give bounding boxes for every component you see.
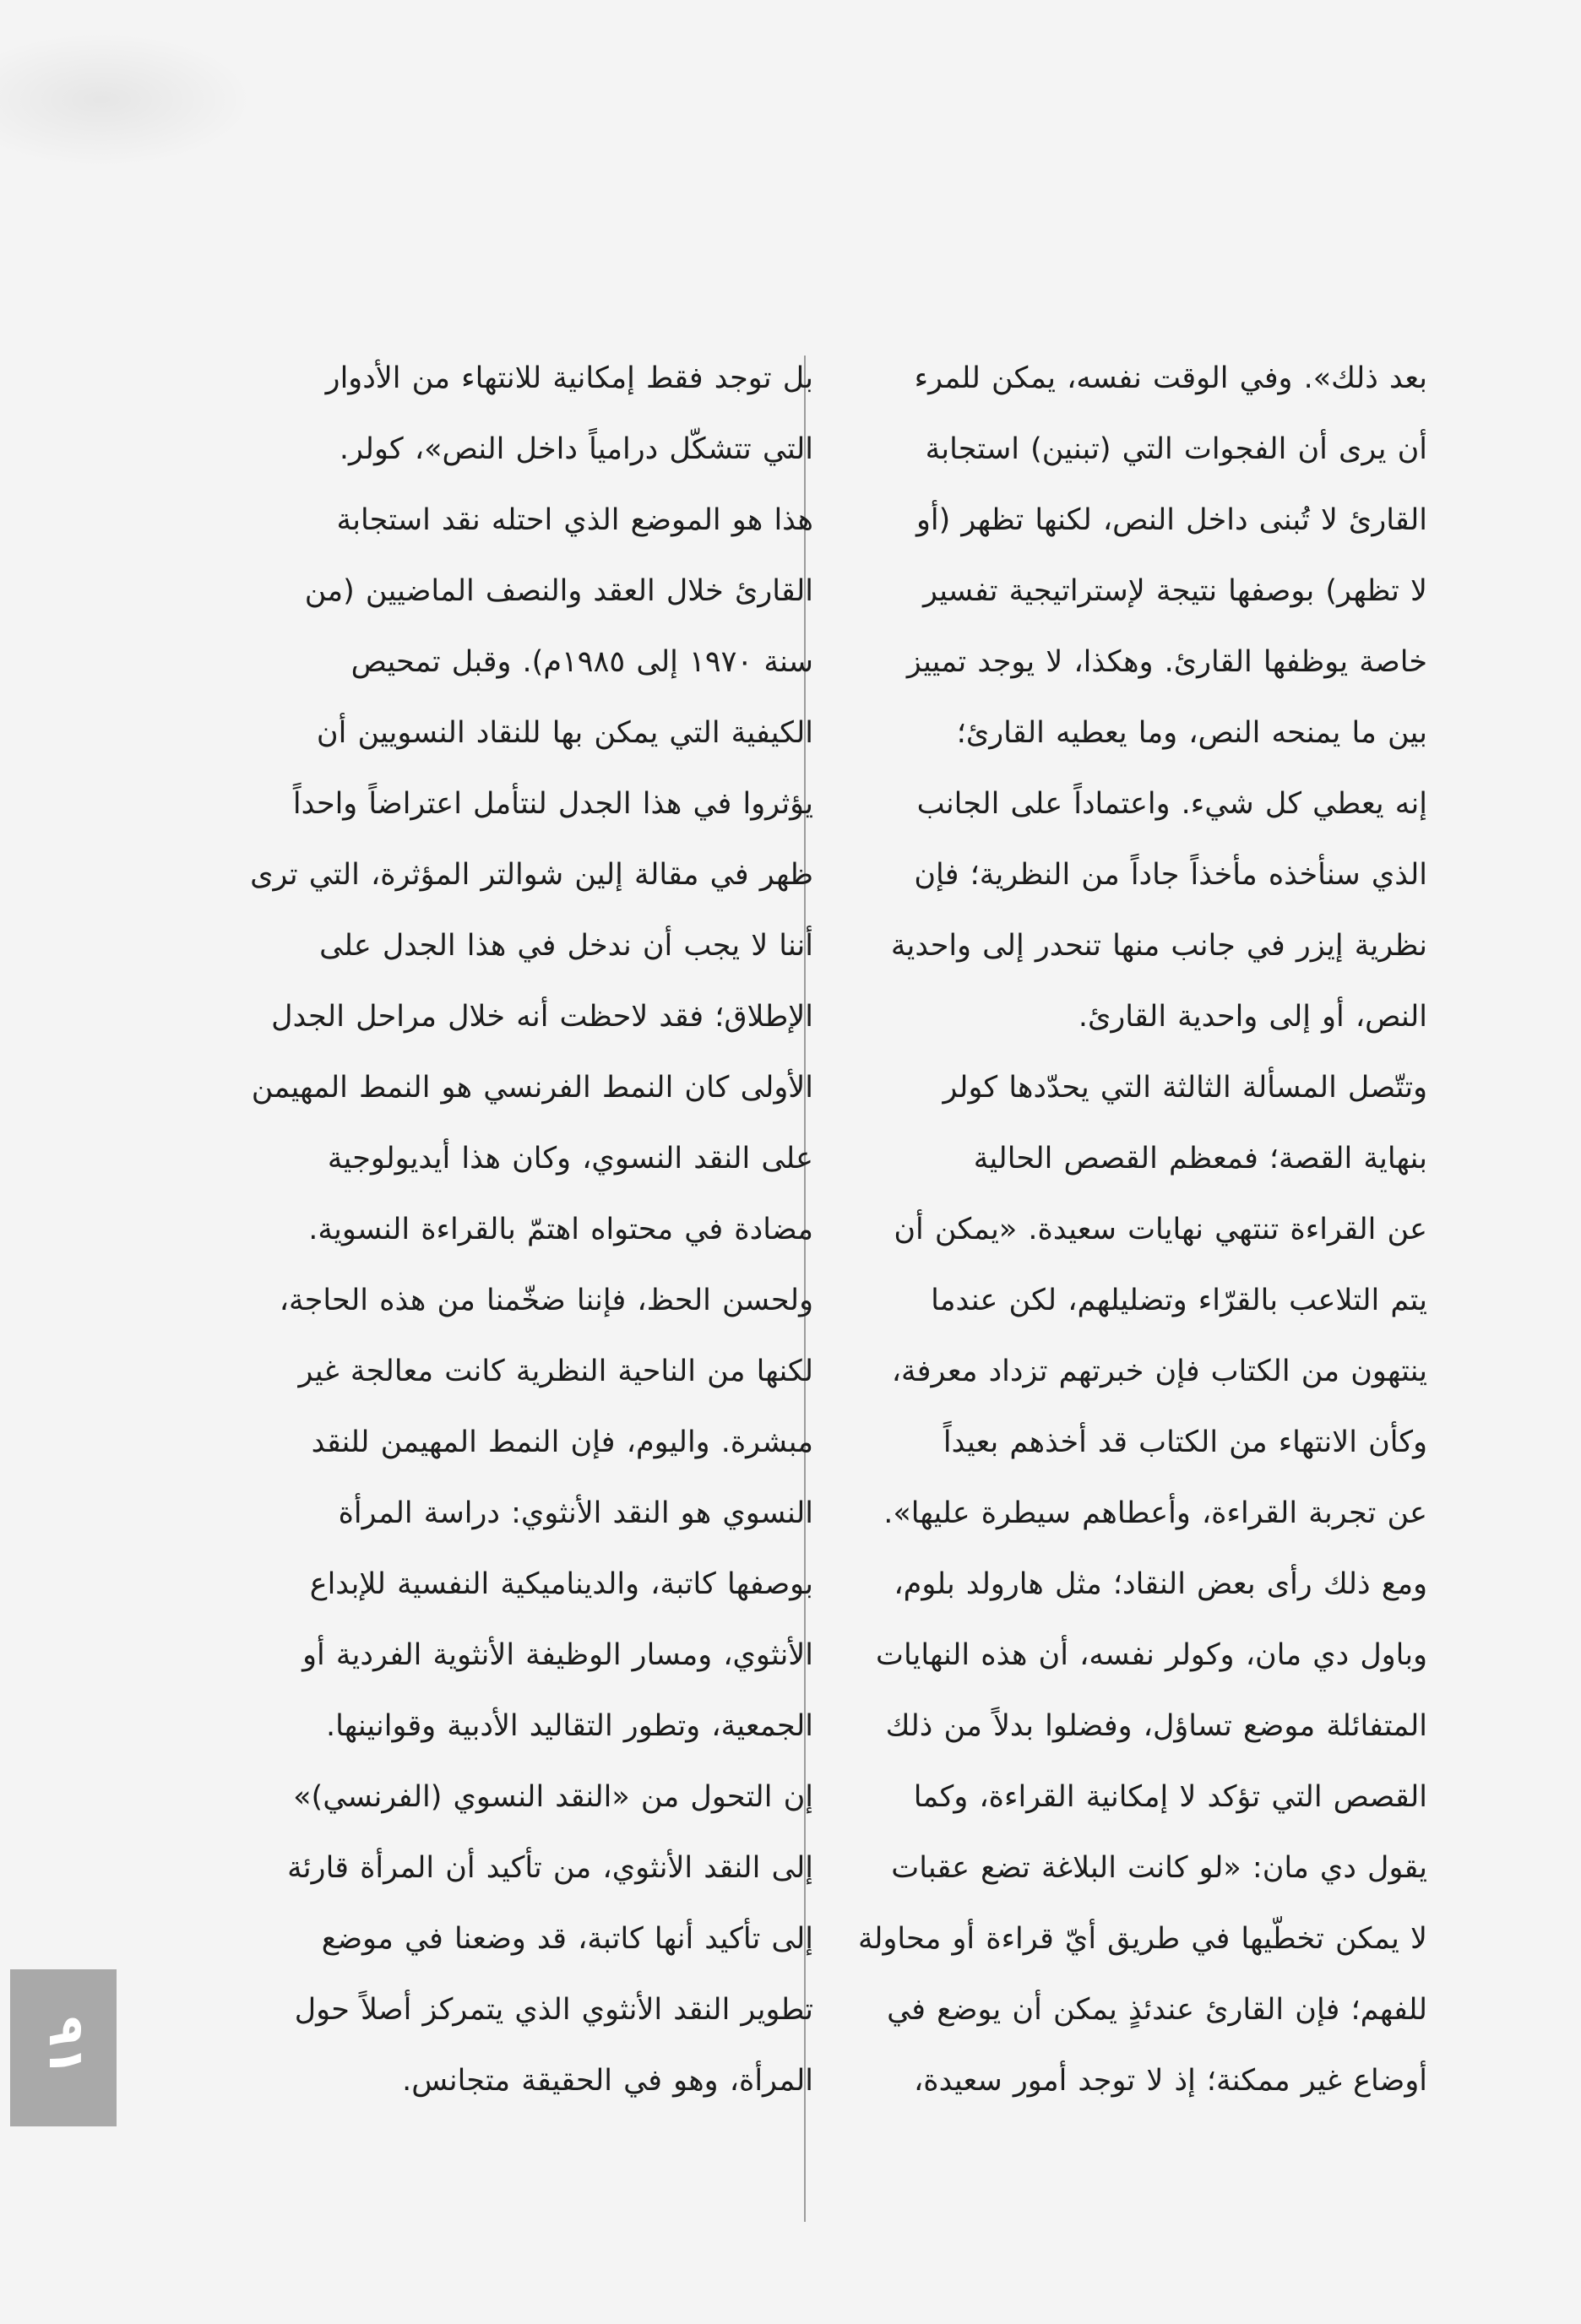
text-line: مبشرة. واليوم، فإن النمط المهيمن للنقد bbox=[311, 1425, 813, 1459]
text-line: الجمعية، وتطور التقاليد الأدبية وقوانينها. bbox=[325, 1709, 813, 1743]
paragraph-start-line: وتتّصل المسألة الثالثة التي يحدّدها كولر bbox=[943, 1071, 1427, 1105]
text-line: النص، أو إلى واحدية القارئ. bbox=[1078, 1000, 1427, 1034]
text-line: بوصفها كاتبة، والديناميكية النفسية للإبداع bbox=[309, 1567, 813, 1601]
scan-smudge bbox=[0, 32, 253, 167]
paragraph-start-line: هذا هو الموضع الذي احتله نقد استجابة bbox=[336, 503, 813, 537]
text-line: لا يمكن تخطّيها في طريق أيّ قراءة أو محاولة bbox=[858, 1922, 1427, 1956]
text-line: بل توجد فقط إمكانية للانتهاء من الأدوار bbox=[325, 361, 813, 395]
text-line: يقول دي مان: «لو كانت البلاغة تضع عقبات bbox=[891, 1851, 1427, 1885]
text-line: للفهم؛ فإن القارئ عندئذٍ يمكن أن يوضع في bbox=[887, 1993, 1427, 2027]
text-line: لكنها من الناحية النظرية كانت معالجة غير bbox=[298, 1355, 813, 1388]
text-line: المتفائلة موضع تساؤل، وفضلوا بدلاً من ذلك bbox=[885, 1709, 1427, 1743]
right-text-column bbox=[773, 343, 1427, 2116]
text-line: إنه يعطي كل شيء. واعتماداً على الجانب bbox=[916, 787, 1427, 821]
text-line: الذي سنأخذه مأخذاً جاداً من النظرية؛ فإن bbox=[914, 858, 1427, 892]
text-line: وباول دي مان، وكولر نفسه، أن هذه النهايات bbox=[876, 1638, 1427, 1672]
text-line: الأولى كان النمط الفرنسي هو النمط المهيمن bbox=[251, 1071, 813, 1105]
text-line: إلى النقد الأنثوي، من تأكيد أن المرأة قارئة bbox=[287, 1851, 813, 1885]
text-line: لا تظهر) بوصفها نتيجة لإستراتيجية تفسير bbox=[922, 574, 1427, 608]
text-line: ظهر في مقالة إلين شوالتر المؤثرة، التي ترى bbox=[250, 858, 813, 892]
text-line: أننا لا يجب أن ندخل في هذا الجدل على bbox=[319, 929, 813, 963]
text-line: إن التحول من «النقد النسوي (الفرنسي)» bbox=[293, 1780, 813, 1814]
text-line: ومع ذلك رأى بعض النقاد؛ مثل هارولد بلوم، bbox=[894, 1567, 1427, 1601]
text-line: عن القراءة تنتهي نهايات سعيدة. «يمكن أن bbox=[894, 1213, 1427, 1246]
text-line: أوضاع غير ممكنة؛ إذ لا توجد أمور سعيدة، bbox=[913, 2064, 1427, 2098]
text-line: الأنثوي، ومسار الوظيفة الأنثوية الفردية أو bbox=[302, 1638, 813, 1672]
text-line: المرأة، وهو في الحقيقة متجانس. bbox=[402, 2064, 813, 2098]
text-line: مضادة في محتواه اهتمّ بالقراءة النسوية. bbox=[308, 1213, 813, 1246]
text-line: بين ما يمنحه النص، وما يعطيه القارئ؛ bbox=[956, 716, 1427, 750]
text-line: الإطلاق؛ فقد لاحظت أنه خلال مراحل الجدل bbox=[271, 1000, 813, 1034]
text-line: يؤثروا في هذا الجدل لنتأمل اعتراضاً واحداً bbox=[292, 787, 813, 821]
text-line: تطوير النقد الأنثوي الذي يتمركز أصلاً حول bbox=[294, 1993, 813, 2027]
text-line: سنة ١٩٧٠ إلى ١٩٨٥م). وقبل تمحيص bbox=[350, 645, 813, 679]
text-line: عن تجربة القراءة، وأعطاهم سيطرة عليها». bbox=[883, 1496, 1427, 1530]
text-line: ينتهون من الكتاب فإن خبرتهم تزداد معرفة، bbox=[891, 1355, 1427, 1388]
text-line: ولحسن الحظ، فإننا ضخّمنا من هذه الحاجة، bbox=[279, 1284, 813, 1317]
text-line: إلى تأكيد أنها كاتبة، قد وضعنا في موضع bbox=[321, 1922, 813, 1956]
text-line: القصص التي تؤكد لا إمكانية القراءة، وكما bbox=[913, 1780, 1427, 1814]
text-line: النسوي هو النقد الأنثوي: دراسة المرأة bbox=[338, 1496, 813, 1530]
text-line: يتم التلاعب بالقرّاء وتضليلهم، لكن عندما bbox=[931, 1284, 1427, 1317]
text-line: القارئ خلال العقد والنصف الماضيين (من bbox=[304, 574, 813, 608]
text-line: نظرية إيزر في جانب منها تنحدر إلى واحدية bbox=[890, 929, 1427, 963]
text-line: بعد ذلك». وفي الوقت نفسه، يمكن للمرء bbox=[914, 361, 1427, 395]
text-line: بنهاية القصة؛ فمعظم القصص الحالية bbox=[973, 1142, 1427, 1176]
text-line: التي تتشكّل درامياً داخل النص»، كولر. bbox=[339, 432, 813, 466]
text-line: أن يرى أن الفجوات التي (تبنين) استجابة bbox=[925, 432, 1427, 466]
text-line: الكيفية التي يمكن بها للنقاد النسويين أن bbox=[316, 716, 813, 750]
text-line: خاصة يوظفها القارئ. وهكذا، لا يوجد تمييز bbox=[906, 645, 1427, 679]
page-number: ٩١ bbox=[38, 2016, 95, 2077]
text-line: وكأن الانتهاء من الكتاب قد أخذهم بعيداً bbox=[943, 1425, 1427, 1459]
text-line: القارئ لا تُبنى داخل النص، لكنها تظهر (أو bbox=[915, 503, 1427, 537]
text-line: على النقد النسوي، وكان هذا أيديولوجية bbox=[327, 1142, 813, 1176]
left-text-column bbox=[159, 343, 813, 2116]
